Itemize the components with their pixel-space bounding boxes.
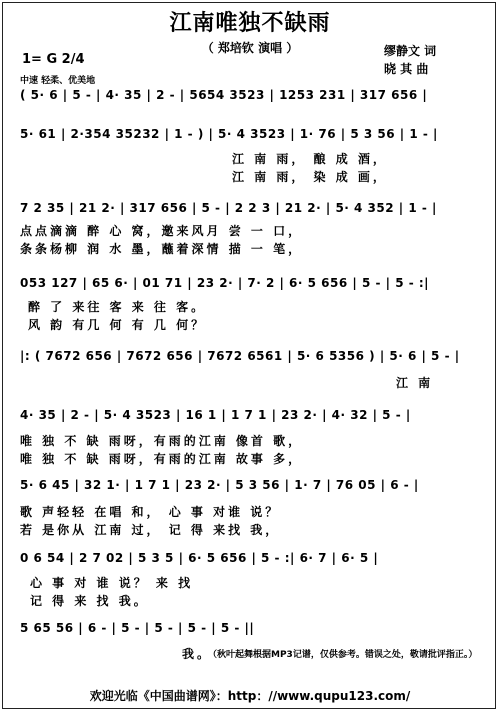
staff-line-6: 4· 35 | 2 - | 5· 4 3523 | 16 1 | 1 7 1 | 23 2· | 4· 32 | 5 - | <box>20 408 411 422</box>
composer-credit: 晓 其 曲 <box>384 62 429 76</box>
staff-line-8: 0 6 54 | 2 7 02 | 5 3 5 | 6· 5 656 | 5 - :| 6· 7 | 6· 5 | <box>20 551 379 565</box>
lyric-line-7b: 若 是你从 江南 过， 记 得 来找 我， <box>20 523 281 537</box>
lyric-line-7a: 歌 声轻轻 在唱 和， 心 事 对谁 说？ <box>20 505 281 519</box>
lyric-line-9a: 我。 <box>182 647 213 661</box>
staff-line-7: 5· 6 45 | 32 1· | 1 7 1 | 23 2· | 5 3 56 | 1· 7 | 76 05 | 6 - | <box>20 478 419 492</box>
tempo-marking: 中速 轻柔、优美地 <box>20 76 96 86</box>
staff-line-4: 053 127 | 65 6· | 01 71 | 23 2· | 7· 2 | 6· 5 656 | 5 - | 5 - :| <box>20 276 430 290</box>
transcription-note: （秋叶起舞根据MP3记谱，仅供参考。错误之处，敬请批评指正。） <box>208 650 478 660</box>
lyric-line-4b: 风 韵 有几 何 有 几 何？ <box>28 318 207 332</box>
lyric-line-2b: 江 南 雨， 染 成 画， <box>232 170 388 184</box>
lyric-line-8a: 心 事 对 谁 说？ 来 找 <box>30 576 194 590</box>
staff-line-3: 7 2 35 | 21 2· | 317 656 | 5 - | 2 2 3 | 21 2· | 5· 4 352 | 1 - | <box>20 201 437 215</box>
key-signature: 1= G 2/4 <box>22 52 85 67</box>
site-footer: 欢迎光临《中国曲谱网》：http：//www.qupu123.com/ <box>89 689 411 703</box>
lyric-line-3a: 点点滴滴 醉 心 窝，邀来风月 尝 一 口， <box>20 224 304 238</box>
staff-line-5: |: ( 7672 656 | 7672 656 | 7672 6561 | 5· 6 5356 ) | 5· 6 | 5 - | <box>20 349 460 363</box>
song-title: 江南唯独不缺雨 <box>169 11 331 36</box>
lyric-line-4a: 醉 了 来往 客 来 往 客。 <box>28 300 207 314</box>
lyricist-credit: 缪静文 词 <box>384 44 437 58</box>
lyric-line-8b: 记 得 来 找 我。 <box>30 594 149 608</box>
lyric-line-3b: 条条杨柳 润 水 墨，蘸着深情 描 一 笔， <box>20 242 304 256</box>
staff-line-9: 5 65 56 | 6 - | 5 - | 5 - | 5 - | 5 - || <box>20 621 255 635</box>
lyric-line-2a: 江 南 雨， 酿 成 酒， <box>232 152 388 166</box>
lyric-line-6a: 唯 独 不 缺 雨呀，有雨的江南 像首 歌， <box>20 434 304 448</box>
staff-line-1: ( 5· 6 | 5 - | 4· 35 | 2 - | 5654 3523 | 1253 231 | 317 656 | <box>20 88 428 102</box>
staff-line-2: 5· 61 | 2·354 35232 | 1 - ) | 5· 4 3523 | 1· 76 | 5 3 56 | 1 - | <box>20 127 438 141</box>
lyric-line-5a: 江 南 <box>396 376 434 390</box>
singer-credit: （ 郑培钦 演唱 ） <box>201 41 299 55</box>
lyric-line-6b: 唯 独 不 缺 雨呀，有雨的江南 故事 多， <box>20 452 304 466</box>
